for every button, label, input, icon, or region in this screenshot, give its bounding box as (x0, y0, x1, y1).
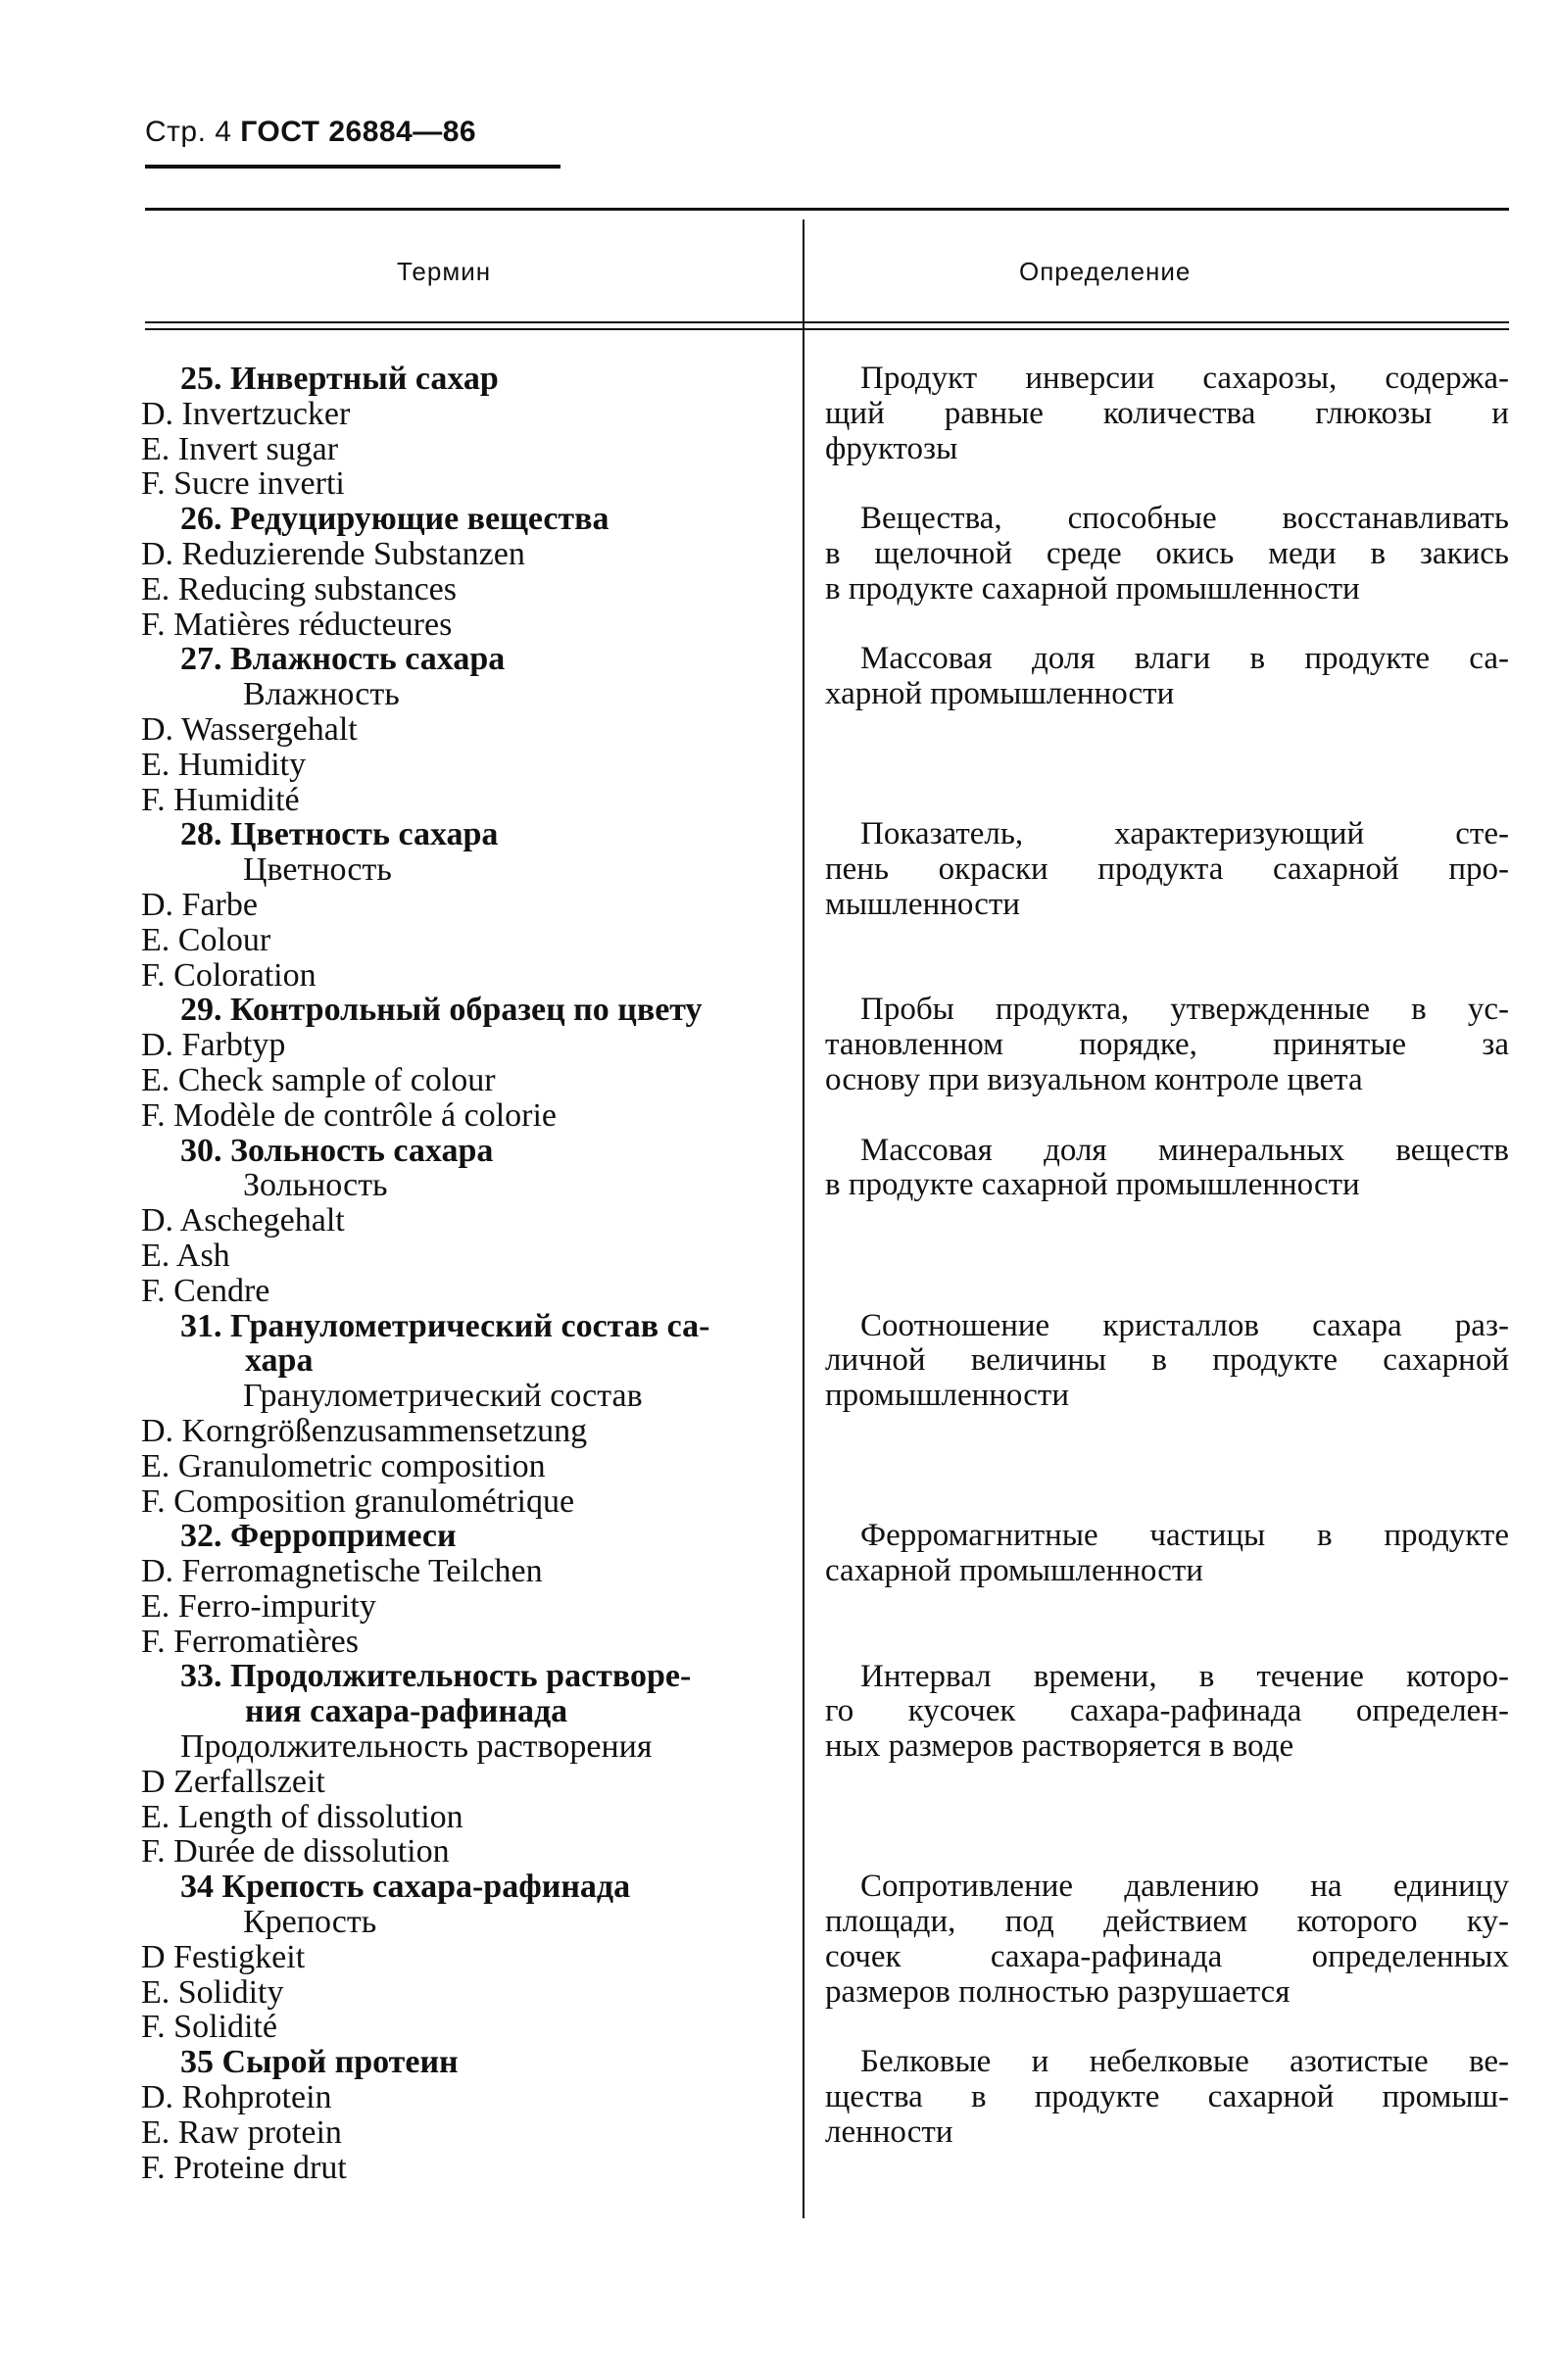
term-translation: D Festigkeit (141, 1938, 306, 1975)
definition-column-header: Определение (1019, 257, 1192, 286)
term-translation: E. Ash (141, 1237, 230, 1274)
term-synonym: Крепость (243, 1904, 377, 1941)
term-entry (141, 1659, 783, 1870)
term-translation: D. Farbe (141, 886, 258, 923)
term-translation: D. Ferromagnetische Teilchen (141, 1553, 543, 1590)
term-translation: E. Reducing substances (141, 570, 457, 607)
term-title: 26. Редуцирующие вещества (180, 501, 609, 538)
term-title: 34 Крепость сахара-рафинада (180, 1869, 631, 1906)
definition-line: Белковые и небелковые азотистые ве- (860, 2044, 1509, 2080)
term-entry (141, 1519, 783, 1659)
term-translation: E. Invert sugar (141, 430, 339, 467)
term-title: 33. Продолжительность растворе- (180, 1658, 692, 1695)
definition-line: Продукт инверсии сахарозы, содержа- (860, 361, 1509, 396)
term-entry (141, 817, 783, 993)
page-number: Стр. 4 (145, 116, 232, 148)
term-entry (141, 1309, 783, 1520)
term-translation: E. Length of dissolution (141, 1798, 463, 1835)
term-translation: E. Check sample of colour (141, 1061, 496, 1098)
definition-entry (825, 2045, 1509, 2150)
definition-line: Массовая доля влаги в продукте са- (860, 641, 1509, 677)
term-translation: F. Proteine drut (141, 2149, 347, 2186)
term-translation: D. Wassergehalt (141, 710, 358, 748)
definition-line: щества в продукте сахарной промыш- (825, 2079, 1509, 2115)
term-translation: F. Matières réducteures (141, 606, 453, 643)
definition-entry (825, 817, 1509, 922)
term-translation: E. Ferro-impurity (141, 1587, 376, 1625)
term-synonym: Зольность (243, 1167, 388, 1204)
term-synonym: хара (245, 1342, 314, 1380)
definition-line: Массовая доля минеральных веществ (860, 1132, 1509, 1168)
term-title: 35 Сырой протеин (180, 2044, 459, 2081)
definition-line: пень окраски продукта сахарной про- (825, 851, 1509, 888)
definition-entry (825, 362, 1509, 466)
definition-line: Показатель, характеризующий сте- (860, 816, 1509, 852)
definition-line: промышленности (825, 1378, 1069, 1414)
definition-entry (825, 502, 1509, 607)
definition-line: площади, под действием которого ку- (825, 1904, 1509, 1940)
term-translation: E. Granulometric composition (141, 1447, 546, 1484)
term-translation: D. Korngrößenzusammensetzung (141, 1412, 588, 1449)
term-translation: F. Sucre inverti (141, 465, 345, 503)
term-column-header: Термин (397, 257, 492, 286)
term-synonym: Влажность (243, 676, 400, 713)
term-translation: F. Durée de dissolution (141, 1833, 450, 1870)
page-header (145, 116, 476, 149)
definition-line: размеров полностью разрушается (825, 1973, 1291, 2010)
term-translation: F. Ferromatières (141, 1623, 359, 1660)
definition-line: Пробы продукта, утвержденные в ус- (860, 992, 1509, 1028)
definition-entry (825, 1519, 1509, 1589)
term-title: 30. Зольность сахара (180, 1132, 494, 1169)
term-translation: D Zerfallszeit (141, 1763, 325, 1800)
term-synonym: Гранулометрический состав (243, 1378, 643, 1415)
term-synonym: Цветность (243, 851, 392, 889)
term-translation: F. Solidité (141, 2009, 277, 2046)
definition-line: Соотношение кристаллов сахара раз- (860, 1307, 1509, 1343)
term-title: 29. Контрольный образец по цвету (180, 992, 703, 1029)
definition-line: Ферромагнитные частицы в продукте (860, 1518, 1509, 1554)
term-translation: E. Humidity (141, 746, 307, 783)
definition-line: основу при визуальном контроле цвета (825, 1061, 1363, 1097)
term-entry (141, 1134, 783, 1309)
term-synonym: ния сахара-рафинада (245, 1693, 568, 1730)
definition-line: щий равные количества глюкозы и (825, 395, 1509, 431)
definition-line: ленности (825, 2113, 953, 2150)
term-translation: D. Invertzucker (141, 395, 351, 432)
term-translation: D. Reduzierende Substanzen (141, 535, 525, 572)
term-translation: E. Solidity (141, 1973, 284, 2011)
term-title: 28. Цветность сахара (180, 816, 499, 853)
definition-line: личной величины в продукте сахарной (825, 1342, 1509, 1379)
definition-entry (825, 1870, 1509, 2010)
term-entry (141, 993, 783, 1133)
term-column (141, 362, 783, 2185)
definition-entry (825, 1660, 1509, 1765)
term-translation: E. Colour (141, 921, 271, 958)
term-entry (141, 2045, 783, 2185)
definition-entry (825, 993, 1509, 1097)
header-double-rule-top (145, 321, 1509, 323)
term-entry (141, 362, 783, 502)
term-translation: E. Raw protein (141, 2113, 342, 2151)
definition-line: го кусочек сахара-рафинада определен- (825, 1693, 1509, 1729)
header-double-rule-bottom (145, 328, 1509, 330)
definition-line: мышленности (825, 886, 1020, 922)
term-translation: F. Composition granulométrique (141, 1482, 575, 1520)
definition-line: в щелочной среде окись меди в закись (825, 535, 1509, 571)
definition-line: сахарной промышленности (825, 1553, 1203, 1589)
term-translation: D. Aschegehalt (141, 1202, 345, 1239)
definition-entry (825, 642, 1509, 712)
definition-line: сочек сахара-рафинада определенных (825, 1938, 1509, 1974)
term-translation: F. Humidité (141, 781, 300, 818)
definition-line: ных размеров растворяется в воде (825, 1728, 1294, 1765)
definition-line: Вещества, способные восстанавливать (860, 501, 1509, 537)
term-title: 27. Влажность сахара (180, 641, 506, 678)
term-entry (141, 502, 783, 642)
term-title: 31. Гранулометрический состав са- (180, 1307, 710, 1344)
definition-line: в продукте сахарной промышленности (825, 570, 1360, 607)
definition-line: Интервал времени, в течение которо- (860, 1658, 1509, 1694)
definition-entry (825, 1134, 1509, 1204)
definition-entry (825, 1309, 1509, 1414)
table-top-rule (145, 208, 1509, 211)
term-synonym: Продолжительность растворения (180, 1728, 653, 1766)
term-translation: D. Rohprotein (141, 2079, 332, 2116)
column-divider (803, 219, 804, 2218)
definition-line: харной промышленности (825, 676, 1175, 712)
definition-line: в продукте сахарной промышленности (825, 1167, 1360, 1203)
term-title: 25. Инвертный сахар (180, 361, 499, 397)
definition-line: фруктозы (825, 430, 958, 466)
term-translation: F. Cendre (141, 1272, 270, 1309)
term-entry (141, 642, 783, 817)
term-translation: F. Modèle de contrôle á colorie (141, 1096, 558, 1134)
header-rule (145, 165, 560, 169)
term-translation: D. Farbtyp (141, 1027, 286, 1064)
definition-line: Сопротивление давлению на единицу (860, 1869, 1509, 1905)
term-translation: F. Coloration (141, 956, 317, 994)
definition-line: тановленном порядке, принятые за (825, 1027, 1509, 1063)
term-entry (141, 1870, 783, 2045)
term-title: 32. Ферропримеси (180, 1518, 457, 1555)
standard-number: ГОСТ 26884—86 (240, 116, 477, 148)
